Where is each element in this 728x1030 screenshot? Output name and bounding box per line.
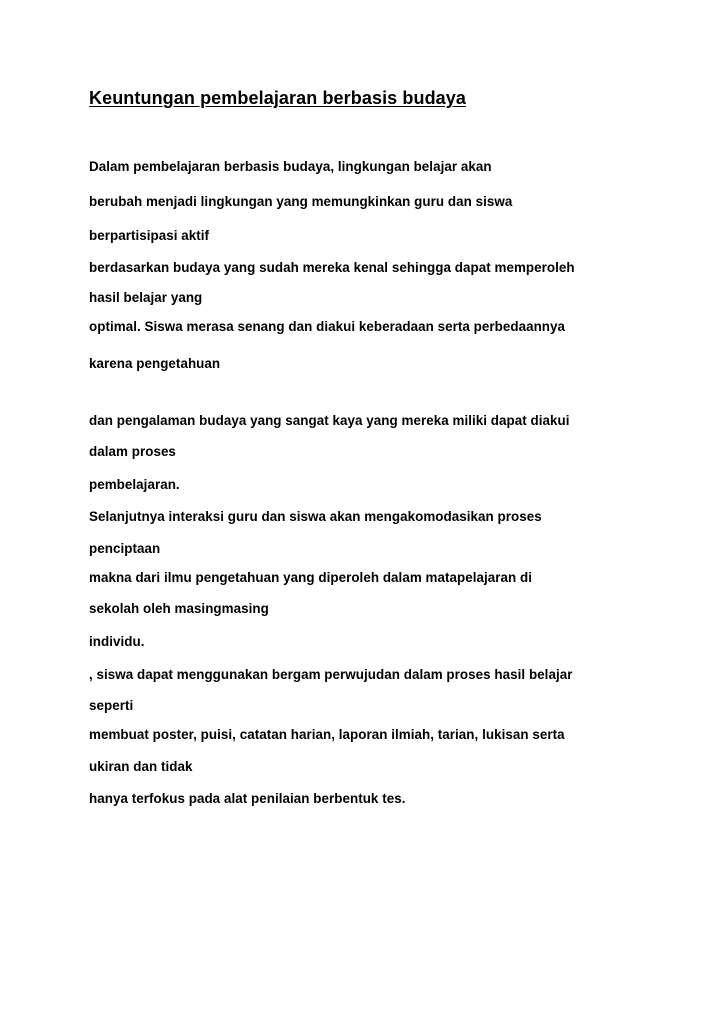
body-line: berpartisipasi aktif (89, 228, 210, 243)
body-line: Dalam pembelajaran berbasis budaya, lingkungan belajar akan (89, 159, 492, 174)
body-line: berdasarkan budaya yang sudah mereka kenal sehingga dapat memperoleh (89, 260, 575, 275)
body-line: makna dari ilmu pengetahuan yang diperoleh dalam matapelajaran di (89, 570, 533, 585)
body-line: ukiran dan tidak (89, 759, 193, 774)
document-title: Keuntungan pembelajaran berbasis budaya (89, 88, 466, 108)
body-line: membuat poster, puisi, catatan harian, laporan ilmiah, tarian, lukisan serta (89, 727, 565, 742)
body-line: optimal. Siswa merasa senang dan diakui keberadaan serta perbedaannya (89, 319, 566, 334)
body-line: individu. (89, 634, 145, 649)
body-line: pembelajaran. (89, 477, 180, 492)
body-line: hasil belajar yang (89, 290, 203, 305)
body-line: seperti (89, 698, 134, 713)
body-line: sekolah oleh masingmasing (89, 601, 269, 616)
body-line: hanya terfokus pada alat penilaian berbentuk tes. (89, 791, 406, 806)
body-line: dalam proses (89, 444, 176, 459)
body-line: Selanjutnya interaksi guru dan siswa akan mengakomodasikan proses (89, 509, 542, 524)
body-line: berubah menjadi lingkungan yang memungkinkan guru dan siswa (89, 194, 513, 209)
body-line: karena pengetahuan (89, 356, 221, 371)
body-line: dan pengalaman budaya yang sangat kaya yang mereka miliki dapat diakui (89, 413, 570, 428)
body-line: , siswa dapat menggunakan bergam perwujudan dalam proses hasil belajar (89, 667, 573, 682)
body-line: penciptaan (89, 541, 161, 556)
